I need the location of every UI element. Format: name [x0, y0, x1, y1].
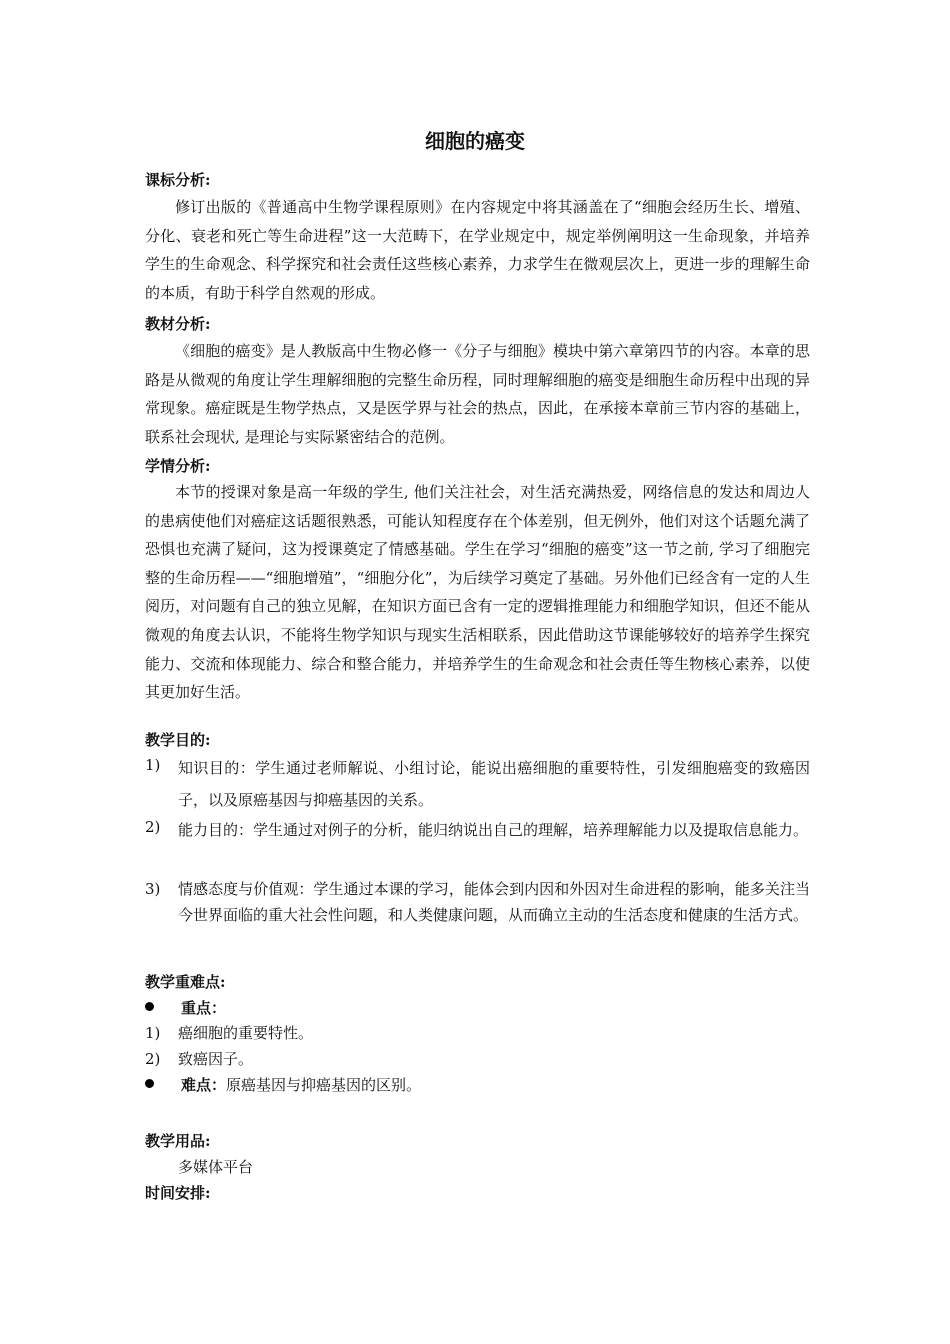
textbook-paragraph: 《细胞的癌变》是人教版高中生物必修一《分子与细胞》模块中第六章第四节的内容。本章的思路是从微观的角度让学生理解细胞的完整生命历程，同时理解细胞的癌变是细胞生命历程中出现的异常现象。癌症既是生物学热点，又是医学界与社会的热点，因此，在承接本章前三节内容的基础上，联系社会现状, 是理论与实际紧密结合的范例。	[145, 342, 810, 446]
supplies-text: 多媒体平台	[178, 1158, 254, 1176]
objective-item	[145, 814, 810, 846]
document-title: 细胞的癌变	[425, 129, 525, 153]
key-point-number: 1)	[145, 1024, 161, 1042]
objective-number: 1)	[145, 756, 161, 774]
textbook-heading: 教材分析:	[145, 315, 211, 333]
curriculum-paragraph: 修订出版的《普通高中生物学课程原则》在内容规定中将其涵盖在了“细胞会经历生长、增殖、分化、衰老和死亡等生命进程”这一大范畴下，在学业规定中，规定举例阐明这一生命现象，并培养学生的生命观念、科学探究和社会责任这些核心素养，力求学生在微观层次上，更进一步的理解生命的本质，有助于科学自然观的形成。	[145, 198, 810, 302]
objective-item	[145, 876, 810, 928]
keypoints-heading: 教学重难点:	[145, 973, 226, 991]
key-point-row	[145, 995, 226, 1021]
objective-text: 能力目的：学生通过对例子的分析，能归纳说出自己的理解，培养理解能力以及提取信息能力。	[178, 821, 809, 839]
key-point-item	[145, 1020, 313, 1046]
objective-item	[145, 752, 810, 816]
key-point-text: 致癌因子。	[178, 1050, 254, 1068]
key-point-number: 2)	[145, 1050, 161, 1068]
difficult-point-label: 难点：	[181, 1076, 227, 1094]
objective-number: 2)	[145, 818, 161, 836]
key-point-label: 重点：	[181, 999, 227, 1017]
supplies-heading: 教学用品:	[145, 1132, 211, 1150]
objectives-heading: 教学目的:	[145, 731, 211, 749]
key-point-item	[145, 1046, 253, 1072]
objective-number: 3)	[145, 880, 161, 898]
bullet-icon	[145, 1002, 154, 1011]
schedule-heading: 时间安排:	[145, 1184, 211, 1202]
difficult-point-text: 原癌基因与抑癌基因的区别。	[226, 1076, 422, 1094]
students-paragraph: 本节的授课对象是高一年级的学生, 他们关注社会，对生活充满热爱，网络信息的发达和周边人的患病使他们对癌症这话题很熟悉，可能认知程度存在个体差别，但无例外，他们对这个话题允满了恐惧也充满了疑问，这为授课奠定了情感基础。学生在学习“细胞的癌变”这一节之前, 学习了细胞完整的生命历程——“细胞增殖”，“细胞分化”，为后续学习奠定了基础。另外他们已经含有一定的人生阅历，对问题有自己的独立见解，在知识方面已含有一定的逻辑推理能力和细胞学知识，但还不能从微观的角度去认识，不能将生物学知识与现实生活相联系，因此借助这节课能够较好的培养学生探究能力、交流和体现能力、综合和整合能力，并培养学生的生命观念和社会责任等生物核心素养，以使其更加好生活。	[145, 483, 810, 702]
objective-text: 知识目的：学生通过老师解说、小组讨论，能说出癌细胞的重要特性，引发细胞癌变的致癌因子，以及原癌基因与抑癌基因的关系。	[178, 759, 810, 809]
objective-text: 情感态度与价值观：学生通过本课的学习，能体会到内因和外因对生命进程的影响，能多关注当今世界面临的重大社会性问题，和人类健康问题，从而确立主动的生活态度和健康的生活方式。	[178, 880, 810, 924]
difficult-point-row	[145, 1072, 421, 1098]
key-point-text: 癌细胞的重要特性。	[178, 1024, 314, 1042]
bullet-icon	[145, 1079, 154, 1088]
curriculum-heading: 课标分析:	[145, 171, 211, 189]
students-heading: 学情分析:	[145, 457, 211, 475]
